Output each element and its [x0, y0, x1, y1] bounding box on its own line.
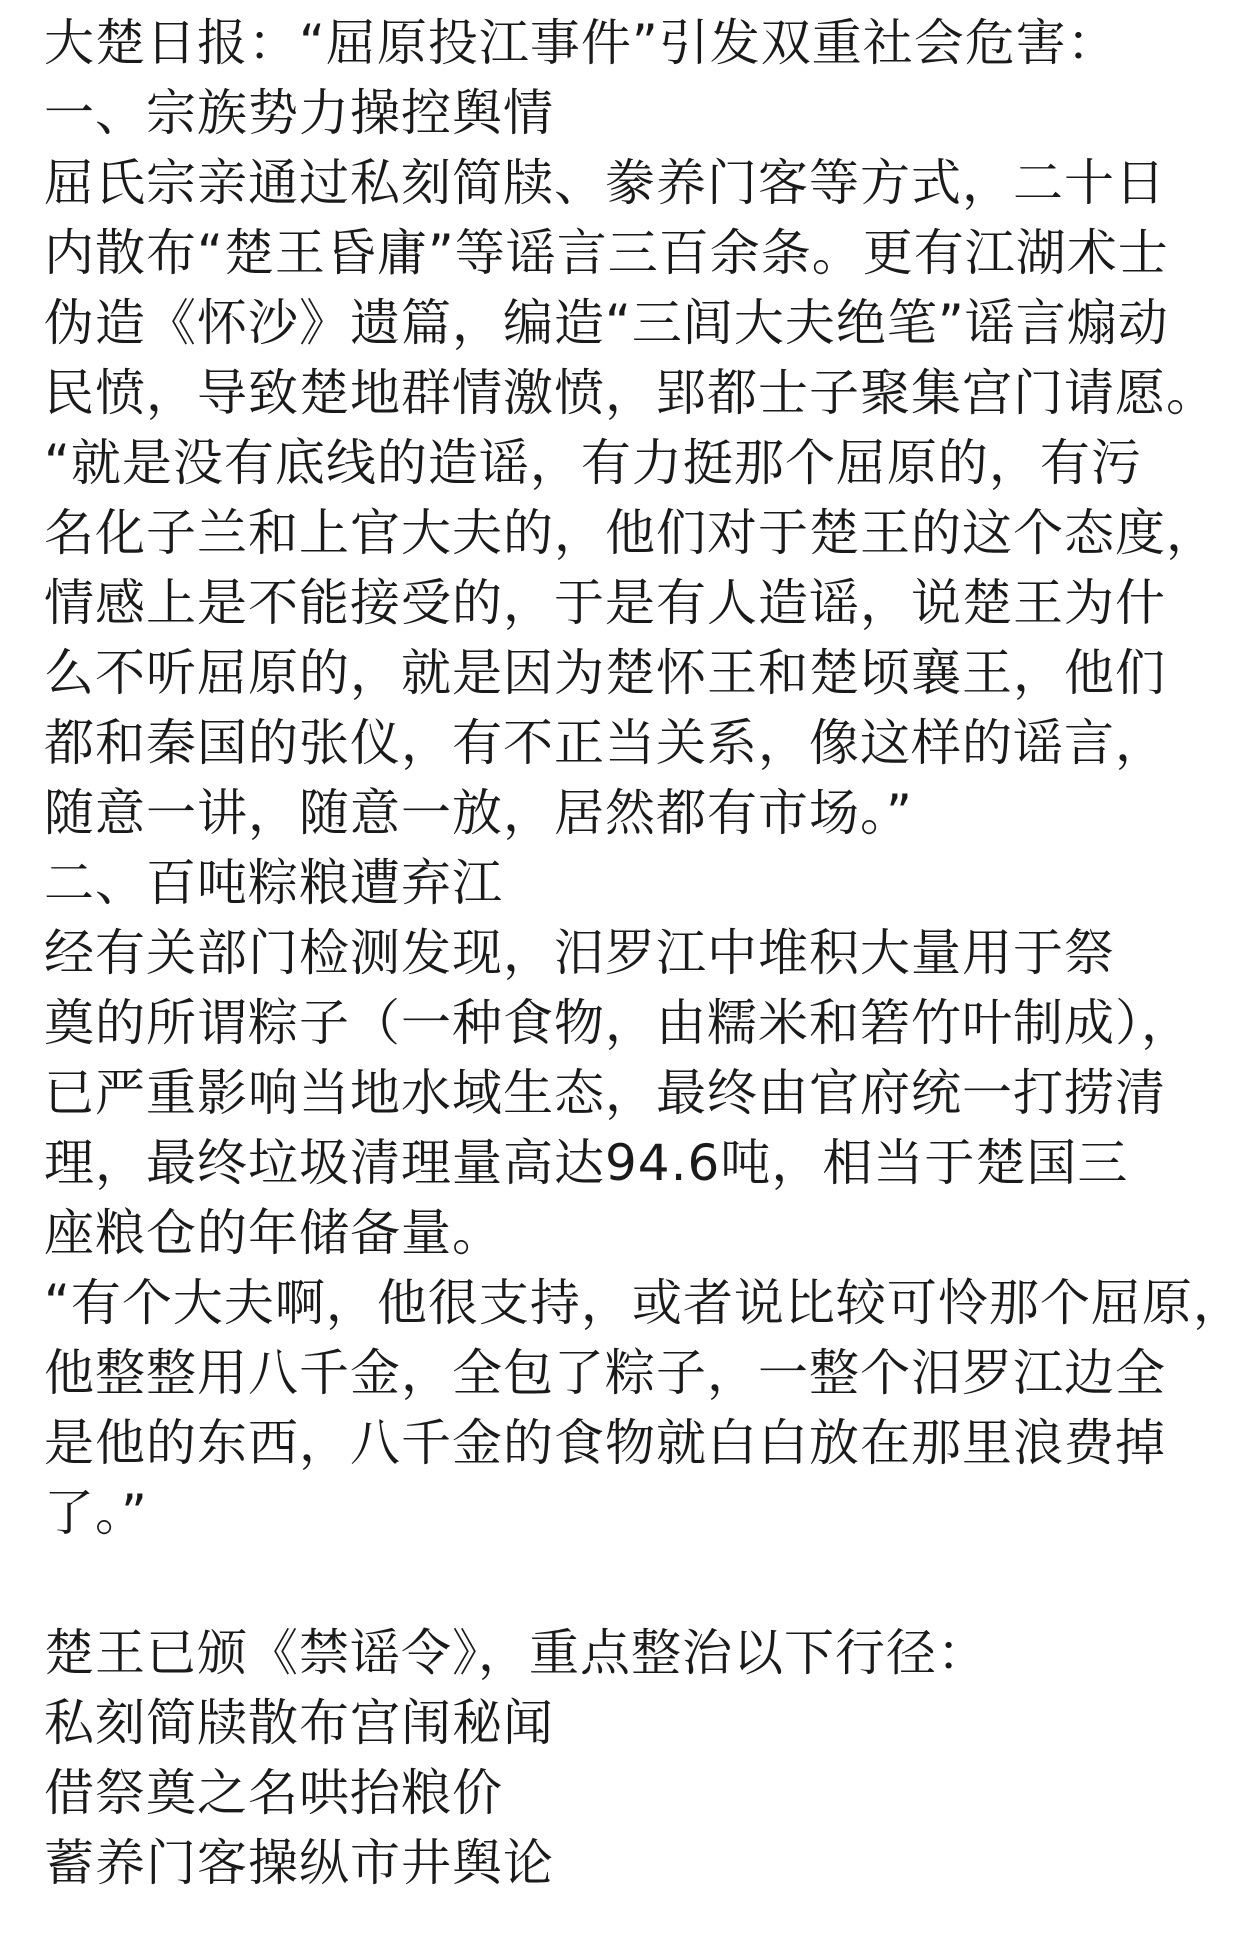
quote-line: 情感上是不能接受的，于是有人造谣，说楚王为什 [44, 574, 1166, 632]
quote-line: 是他的东西，八千金的食物就白白放在那里浪费掉 [44, 1414, 1166, 1472]
paragraph-line: 内散布“楚王昏庸”等谣言三百余条。更有江湖术士 [44, 224, 1169, 282]
section-heading-1: 一、宗族势力操控舆情 [44, 84, 554, 142]
quote-line: “有个大夫啊，他很支持，或者说比较可怜那个屈原， [44, 1274, 1244, 1332]
quote-line: 名化子兰和上官大夫的，他们对于楚王的这个态度， [44, 504, 1217, 562]
paragraph-line: 座粮仓的年储备量。 [44, 1204, 503, 1262]
quote-line: “就是没有底线的造谣，有力挺那个屈原的，有污 [44, 434, 1142, 492]
section-heading-2: 二、百吨粽粮遭弃江 [44, 854, 503, 912]
quote-line: 随意一讲，随意一放，居然都有市场。” [44, 784, 913, 842]
decree-intro: 楚王已颁《禁谣令》，重点整治以下行径： [44, 1624, 988, 1682]
paragraph-line: 伪造《怀沙》遗篇，编造“三闾大夫绝笔”谣言煽动 [44, 294, 1169, 352]
paragraph-line: 民愤，导致楚地群情激愤，郢都士子聚集宫门请愿。 [44, 364, 1217, 422]
spacer [44, 1548, 1224, 1618]
decree-item: 蓄养门客操纵市井舆论 [44, 1834, 554, 1892]
quote-line: 都和秦国的张仪，有不正当关系，像这样的谣言， [44, 714, 1166, 772]
article [44, 8, 1244, 1898]
paragraph-line: 经有关部门检测发现，汨罗江中堆积大量用于祭 [44, 924, 1115, 982]
paragraph-line: 奠的所谓粽子（一种食物，由糯米和箬竹叶制成）， [44, 994, 1192, 1052]
paragraph-line: 屈氏宗亲通过私刻简牍、豢养门客等方式，二十日 [44, 154, 1166, 212]
decree-item: 借祭奠之名哄抬粮价 [44, 1764, 503, 1822]
paragraph-line: 已严重影响当地水域生态，最终由官府统一打捞清 [44, 1064, 1166, 1122]
quote-line: 了。” [44, 1484, 148, 1542]
quote-line: 么不听屈原的，就是因为楚怀王和楚顷襄王，他们 [44, 644, 1166, 702]
paragraph-line: 理，最终垃圾清理量高达94.6吨，相当于楚国三 [44, 1134, 1129, 1192]
quote-line: 他整整用八千金，全包了粽子，一整个汨罗江边全 [44, 1344, 1166, 1402]
decree-item: 私刻简牍散布宫闱秘闻 [44, 1694, 554, 1752]
article-title: 大楚日报：“屈原投江事件”引发双重社会危害： [44, 14, 1118, 72]
